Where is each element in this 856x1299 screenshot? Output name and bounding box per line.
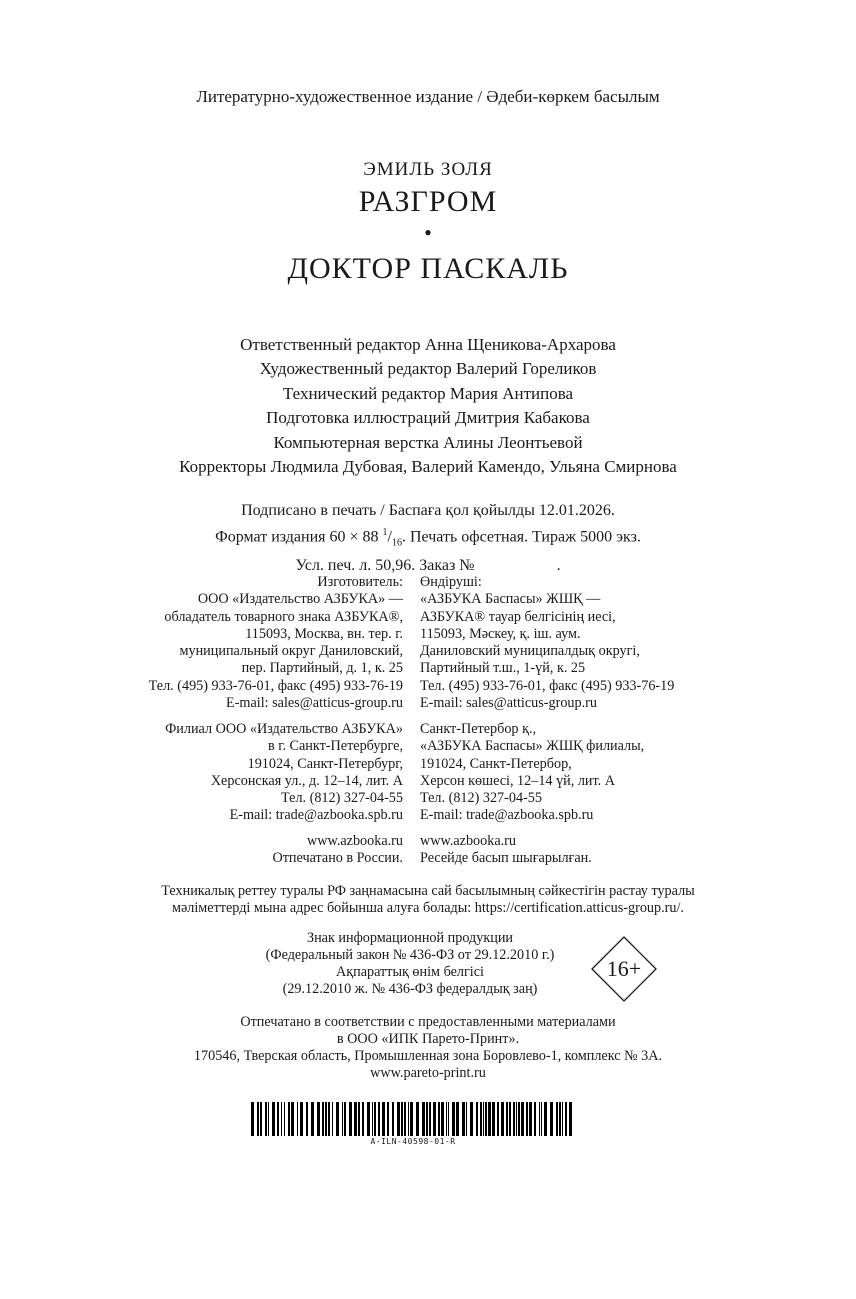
barcode-bar	[284, 1102, 285, 1136]
barcode-bar	[438, 1102, 440, 1136]
mfr-ru-line: пер. Партийный, д. 1, к. 25	[241, 660, 403, 677]
credit-line: Компьютерная верстка Алины Леонтьевой	[273, 432, 583, 452]
format-numerator: 1	[382, 527, 388, 538]
barcode-bar	[358, 1102, 360, 1136]
barcode-bar	[565, 1102, 567, 1136]
print-info	[0, 500, 856, 577]
barcode-bar	[297, 1102, 298, 1136]
barcode-bar	[344, 1102, 346, 1136]
sheets-text: Усл. печ. л. 50,96. Заказ №	[295, 556, 475, 574]
barcode-bar	[306, 1102, 308, 1136]
mfr-ru-line: Тел. (495) 933-76-01, факс (495) 933-76-19	[148, 677, 403, 694]
barcode-bar	[562, 1102, 563, 1136]
barcode-bar	[559, 1102, 561, 1136]
info-sign-line: (29.12.2010 ж. № 436-ФЗ федералдық заң)	[282, 981, 538, 997]
barcode-bar	[322, 1102, 324, 1136]
barcode-bar	[556, 1102, 558, 1136]
barcode-bar	[569, 1102, 572, 1136]
barcode-bar	[466, 1102, 467, 1136]
format-denominator: 16	[391, 537, 402, 549]
barcode-bar	[332, 1102, 333, 1136]
barcode-bar	[265, 1102, 267, 1136]
manufacturer-ru-branch	[165, 721, 403, 825]
manufacturer-ru-main	[149, 574, 403, 712]
barcode-bar	[521, 1102, 524, 1136]
barcode-bar	[448, 1102, 449, 1136]
format-suffix: . Печать офсетная. Тираж 5000 экз.	[401, 528, 641, 546]
mfr-ru-line: E-mail: sales@atticus-group.ru	[226, 695, 403, 712]
barcode-bar	[392, 1102, 394, 1136]
format-prefix: Формат издания 60 × 88	[215, 528, 383, 546]
barcode-bar	[441, 1102, 444, 1136]
info-sign-line: Ақпараттық өнім белгісі	[336, 964, 484, 980]
mfr-ru-line: Изготовитель:	[317, 574, 403, 590]
barcode-bar	[374, 1102, 376, 1136]
barcode-bar	[501, 1102, 504, 1136]
printer-line: Отпечатано в соответствии с предоставленными материалами	[240, 1014, 616, 1030]
barcode-bar	[349, 1102, 352, 1136]
barcode-bar	[426, 1102, 428, 1136]
mfr-ru-line: муниципальный округ Даниловский,	[179, 643, 403, 660]
format-line	[0, 522, 856, 555]
branch-ru-line: Херсонская ул., д. 12–14, лит. А	[210, 772, 403, 789]
barcode-bar	[433, 1102, 436, 1136]
barcode-bar	[268, 1102, 269, 1136]
branch-ru-line: E-mail: trade@azbooka.spb.ru	[229, 807, 403, 824]
title-separator: •	[424, 220, 432, 245]
barcode-bar	[476, 1102, 478, 1136]
credit-line: Художественный редактор Валерий Гореликов	[259, 359, 597, 379]
barcode-bar	[483, 1102, 484, 1136]
barcode-bar	[544, 1102, 547, 1136]
branch-ru-line: Филиал ООО «Издательство АЗБУКА»	[165, 721, 403, 737]
mfr-ru-line: обладатель товарного знака АЗБУКА®,	[164, 608, 403, 625]
manufacturer-kz-main	[420, 574, 674, 712]
branch-kz-line: «АЗБУКА Баспасы» ЖШҚ филиалы,	[420, 738, 645, 755]
mfr-kz-line: Партийный т.ш., 1-үй, к. 25	[420, 660, 586, 677]
branch-ru-line: Тел. (812) 327-04-55	[281, 790, 403, 807]
sheets-end: .	[556, 556, 561, 574]
barcode-bar	[429, 1102, 431, 1136]
manufacturer-kz-footer	[420, 833, 592, 868]
barcode-bar	[446, 1102, 447, 1136]
credit-line: Ответственный редактор Анна Щеникова-Архарова	[240, 335, 616, 354]
barcode-bar	[277, 1102, 279, 1136]
barcode-bar	[354, 1102, 357, 1136]
barcode-bar	[378, 1102, 380, 1136]
manufacturer-kz-branch	[420, 721, 644, 825]
barcode-bar	[260, 1102, 262, 1136]
barcode-bar	[362, 1102, 364, 1136]
barcode-bar	[456, 1102, 459, 1136]
book-title-2: ДОКТОР ПАСКАЛЬ	[287, 252, 569, 285]
branch-kz-line: Херсон көшесі, 12–14 үй, лит. А	[420, 772, 616, 789]
credit-line: Подготовка иллюстраций Дмитрия Кабакова	[266, 408, 590, 428]
barcode-bar	[497, 1102, 499, 1136]
branch-ru-line: 191024, Санкт-Петербург,	[247, 755, 403, 772]
barcode-bar	[534, 1102, 536, 1136]
barcode-bar	[342, 1102, 343, 1136]
barcode-bar	[529, 1102, 532, 1136]
barcode-bar	[541, 1102, 542, 1136]
ru-website: www.azbooka.ru	[307, 833, 403, 849]
book-title-1: РАЗГРОМ	[358, 185, 498, 218]
barcode-bar	[372, 1102, 373, 1136]
barcode-bar	[311, 1102, 314, 1136]
mfr-kz-line: Даниловский муниципалдық округі,	[420, 643, 640, 660]
branch-kz-line: Санкт-Петербор қ.,	[420, 721, 537, 737]
credit-line: Корректоры Людмила Дубовая, Валерий Камендо, Ульяна Смирнова	[179, 457, 677, 477]
mfr-kz-line: АЗБУКА® тауар белгісінің иесі,	[420, 608, 616, 625]
barcode-bar	[518, 1102, 520, 1136]
mfr-kz-line: Өндіруші:	[420, 574, 482, 590]
info-sign-line: Знак информационной продукции	[306, 930, 514, 946]
barcode-bar	[509, 1102, 511, 1136]
barcode-bar	[462, 1102, 465, 1136]
barcode-bar	[300, 1102, 303, 1136]
kz-printed-in: Ресейде басып шығарылған.	[420, 850, 592, 867]
barcode-bar	[387, 1102, 389, 1136]
branch-kz-line: 191024, Санкт-Петербор,	[420, 755, 572, 772]
genre-line: Литературно-художественное издание / Әдеби-көркем басылым	[196, 87, 660, 106]
barcode-icon	[251, 1102, 575, 1136]
mfr-kz-line: 115093, Мәскеу, қ. іш. аум.	[420, 625, 581, 642]
age-rating-badge	[591, 936, 657, 1002]
mfr-ru-line: ООО «Издательство АЗБУКА» —	[197, 591, 403, 608]
barcode-bar	[539, 1102, 540, 1136]
barcode-bar	[328, 1102, 330, 1136]
barcode-bar	[272, 1102, 275, 1136]
manufacturer-ru-footer	[272, 833, 403, 868]
credit-line: Технический редактор Мария Антипова	[282, 383, 574, 403]
info-sign-line: (Федеральный закон № 436-ФЗ от 29.12.2010 г.)	[265, 947, 555, 963]
barcode-bar	[452, 1102, 455, 1136]
barcode-bar	[288, 1102, 290, 1136]
barcode-bar	[513, 1102, 515, 1136]
info-product-sign	[230, 930, 590, 998]
tech-regulation-note	[0, 883, 856, 917]
barcode-text: A-ILN-40598-01-R	[370, 1137, 456, 1146]
barcode-bar	[550, 1102, 553, 1136]
barcode-bar	[367, 1102, 370, 1136]
barcode-bar	[480, 1102, 482, 1136]
mfr-ru-line: 115093, Москва, вн. тер. г.	[245, 625, 403, 642]
barcode-bar	[317, 1102, 320, 1136]
format-slash: /	[387, 528, 392, 546]
branch-ru-line: в г. Санкт-Петербурге,	[267, 738, 403, 755]
kz-website: www.azbooka.ru	[420, 833, 516, 849]
barcode-bar	[291, 1102, 294, 1136]
barcode-bar	[404, 1102, 406, 1136]
barcode-bar	[325, 1102, 327, 1136]
barcode-bar	[470, 1102, 473, 1136]
barcode-bar	[526, 1102, 528, 1136]
barcode-bar	[401, 1102, 403, 1136]
barcode-bar	[422, 1102, 425, 1136]
barcode-bar	[251, 1102, 254, 1136]
barcode-bar	[410, 1102, 413, 1136]
ru-printed-in: Отпечатано в России.	[272, 850, 403, 867]
barcode-bar	[281, 1102, 282, 1136]
barcode-bar	[485, 1102, 487, 1136]
credits-list	[0, 333, 856, 479]
author-name: ЭМИЛЬ ЗОЛЯ	[363, 159, 493, 180]
barcode-bar	[506, 1102, 508, 1136]
barcode-bar	[397, 1102, 400, 1136]
age-rating-label: 16+	[606, 956, 642, 981]
branch-kz-line: E-mail: trade@azbooka.spb.ru	[420, 807, 594, 824]
branch-kz-line: Тел. (812) 327-04-55	[420, 790, 542, 807]
printer-info	[0, 1014, 856, 1082]
barcode-bar	[336, 1102, 339, 1136]
printer-line: 170546, Тверская область, Промышленная зона Боровлево-1, комплекс № 3А.	[193, 1048, 663, 1064]
printer-line: www.pareto-print.ru	[370, 1065, 486, 1081]
barcode-bar	[382, 1102, 385, 1136]
barcode-bar	[488, 1102, 491, 1136]
barcode-bar	[492, 1102, 495, 1136]
tech-note-line: мәліметтерді мына адрес бойынша алуға болады: https://certification.atticus-group.ru/.	[172, 900, 684, 916]
mfr-kz-line: Тел. (495) 933-76-01, факс (495) 933-76-19	[420, 677, 675, 694]
mfr-kz-line: «АЗБУКА Баспасы» ЖШҚ —	[420, 591, 601, 608]
mfr-kz-line: E-mail: sales@atticus-group.ru	[420, 695, 597, 712]
barcode-bar	[416, 1102, 419, 1136]
tech-note-line: Техникалық реттеу туралы РФ заңнамасына сай басылымның сәйкестігін растау туралы	[161, 883, 695, 899]
barcode-bar	[516, 1102, 517, 1136]
signed-line: Подписано в печать / Баспаға қол қойылды 12.01.2026.	[241, 502, 615, 519]
barcode-bar	[408, 1102, 409, 1136]
barcode-bar	[257, 1102, 259, 1136]
printer-line: в ООО «ИПК Парето-Принт».	[336, 1031, 520, 1047]
